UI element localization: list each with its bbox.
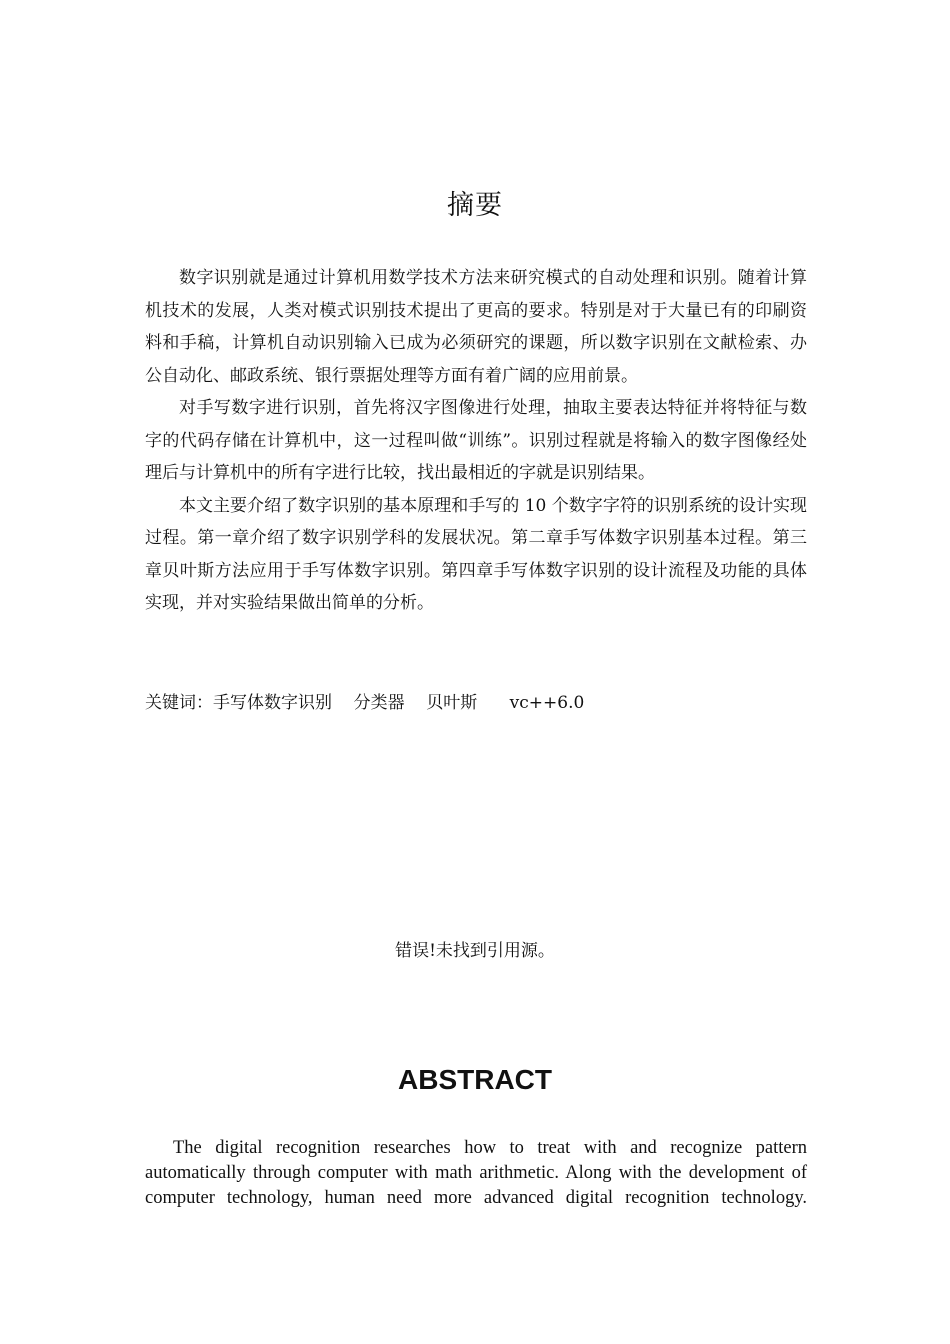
reference-error-note: 错误!未找到引用源。	[395, 941, 555, 961]
abstract-title-en: ABSTRACT	[398, 1064, 552, 1095]
abstract-paragraph-cn-2: 对手写数字进行识别，首先将汉字图像进行处理，抽取主要表达特征并将特征与数字的代码存储在计算机中，这一过程叫做“训练”。识别过程就是将输入的数字图像经处理后与计算机中的所有字进行比较，找出最相近的字就是识别结果。	[145, 398, 807, 483]
abstract-paragraph-cn-3: 本文主要介绍了数字识别的基本原理和手写的 10 个数字字符的识别系统的设计实现过程。第一章介绍了数字识别学科的发展状况。第二章手写体数字识别基本过程。第三章贝叶斯方法应用于手写体数字识别。第四章手写体数字识别的设计流程及功能的具体实现，并对实验结果做出简单的分析。	[145, 495, 807, 613]
abstract-paragraph-cn-1: 数字识别就是通过计算机用数学技术方法来研究模式的自动处理和识别。随着计算机技术的发展，人类对模式识别技术提出了更高的要求。特别是对于大量已有的印刷资料和手稿，计算机自动识别输入已成为必须研究的课题，所以数字识别在文献检索、办公自动化、邮政系统、银行票据处理等方面有着广阔的应用前景。	[145, 268, 807, 386]
abstract-title-cn: 摘要	[447, 190, 503, 221]
abstract-body-en	[145, 1136, 807, 1211]
abstract-paragraph-en-1: The digital recognition researches how to treat with and recognize pattern automatically through computer with math arithmetic. Along with the development of computer technology, human need more advanced digital recognition technology.	[145, 1138, 807, 1208]
keywords-line: 关键词：手写体数字识别 分类器 贝叶斯 vc++6.0	[145, 693, 585, 713]
abstract-body-cn	[145, 262, 807, 620]
